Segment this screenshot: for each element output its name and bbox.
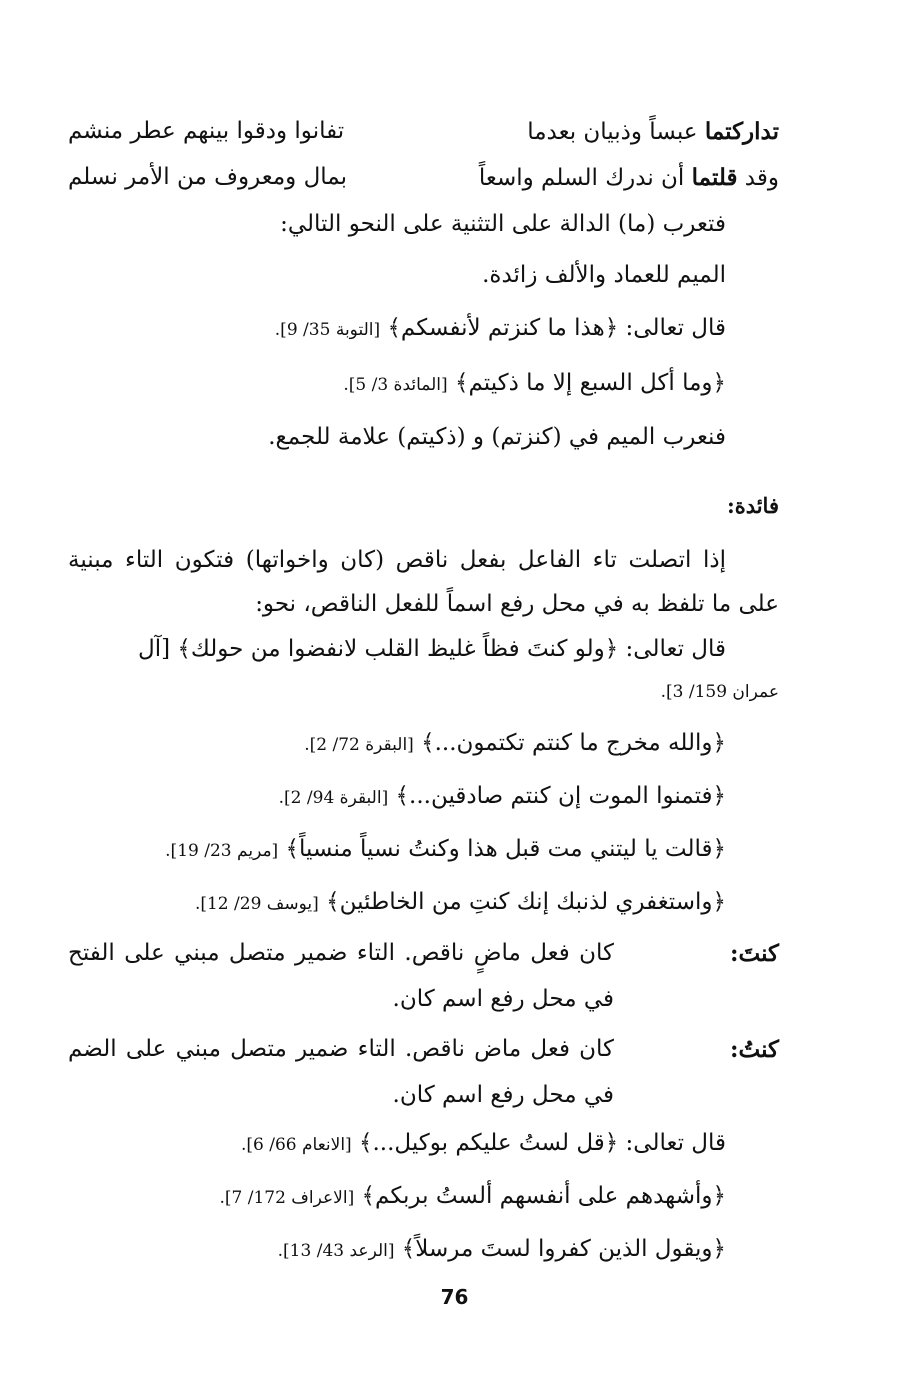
term-label: كنتَ: [730,940,779,967]
quote-reference: [مريم 23/ 19]. [165,841,279,861]
term-definition: كان فعل ماضٍ ناقص. التاء ضمير متصل مبني على الفتح في محل رفع اسم كان. [68,940,614,1012]
text-line: فتعرب (ما) الدالة على التثنية على النحو التالي: [280,211,726,237]
verse-second-hemistich: بمال ومعروف من الأمر نسلم [68,164,348,190]
poem-verse-2 [68,164,779,196]
quran-quote [165,833,726,867]
quran-quote [275,312,726,346]
quote-reference: [الرعد 43/ 13]. [277,1241,395,1261]
quote-reference: [الاعراف 172/ 7]. [219,1188,355,1208]
verse-text: وقد [737,165,779,191]
quote-text: ﴿قالت يا ليتني مت قبل هذا وكنتُ نسياً منسياً﴾ [285,836,726,862]
bold-word: تداركتما [704,118,779,145]
quran-quote [343,367,726,401]
quran-quote [304,727,726,761]
term-label: كنتُ: [730,1036,779,1063]
quote-text: ﴿ويقول الذين كفروا لستَ مرسلاً﴾ [401,1236,726,1262]
quote-text: قال تعالى: ﴿قل لستُ عليكم بوكيل...﴾ [359,1130,726,1156]
faida-heading: فائدة: [726,493,779,518]
quote-reference: [البقرة 94/ 2]. [278,788,389,808]
quran-quote [278,1233,726,1267]
verse-text: عبساً وذبيان بعدما [527,119,705,145]
quran-quote [195,886,726,920]
quote-text: ﴿واستغفري لذنبك إنك كنتِ من الخاطئين﴾ [326,889,726,915]
quote-text: ﴿وأشهدهم على أنفسهم ألستُ بربكم﴾ [361,1183,726,1209]
verse-first-hemistich [479,164,779,191]
verse-second-hemistich: تفانوا ودقوا بينهم عطر منشم [68,118,345,144]
text-line: الميم للعماد والألف زائدة. [482,262,726,288]
verse-text: أن ندرك السلم واسعاً [478,165,692,191]
quran-quote: قال تعالى: ﴿ولو كنتَ فظاً غليظ القلب لانفضوا من حولك﴾ [آل [138,636,726,662]
quran-quote [241,1127,726,1161]
quote-reference: عمران 159/ 3]. [660,682,779,702]
bold-word: قلتما [691,164,738,191]
term-definition: كان فعل ماض ناقص. التاء ضمير متصل مبني على الضم في محل رفع اسم كان. [68,1036,614,1108]
quote-reference: [البقرة 72/ 2]. [304,735,414,755]
faida-paragraph: إذا اتصلت تاء الفاعل بفعل ناقص (كان واخواتها) فتكون التاء مبنية على ما تلفظ به في محل رفع اسماً للفعل الناقص، نحو: [68,547,779,617]
quote-text: قال تعالى: ﴿هذا ما كنزتم لأنفسكم﴾ [387,315,726,341]
quote-reference: [الانعام 66/ 6]. [240,1135,352,1155]
text-line: فنعرب الميم في (كنزتم) و (ذكيتم) علامة للجمع. [268,424,726,450]
poem-verse-1 [68,118,779,150]
quran-quote [219,1180,726,1214]
verse-first-hemistich [527,118,779,145]
quote-text: ﴿فتمنوا الموت إن كنتم صادقين...﴾ [395,783,726,809]
quote-reference: [التوبة 35/ 9]. [274,320,381,340]
page-number: 76 [440,1285,469,1309]
quote-reference: [يوسف 29/ 12]. [194,894,319,914]
quote-reference: [المائدة 3/ 5]. [343,375,448,395]
quote-text: ﴿والله مخرج ما كنتم تكتمون...﴾ [421,730,726,756]
quran-quote [279,780,726,814]
quote-text: ﴿وما أكل السبع إلا ما ذكيتم﴾ [454,370,726,396]
